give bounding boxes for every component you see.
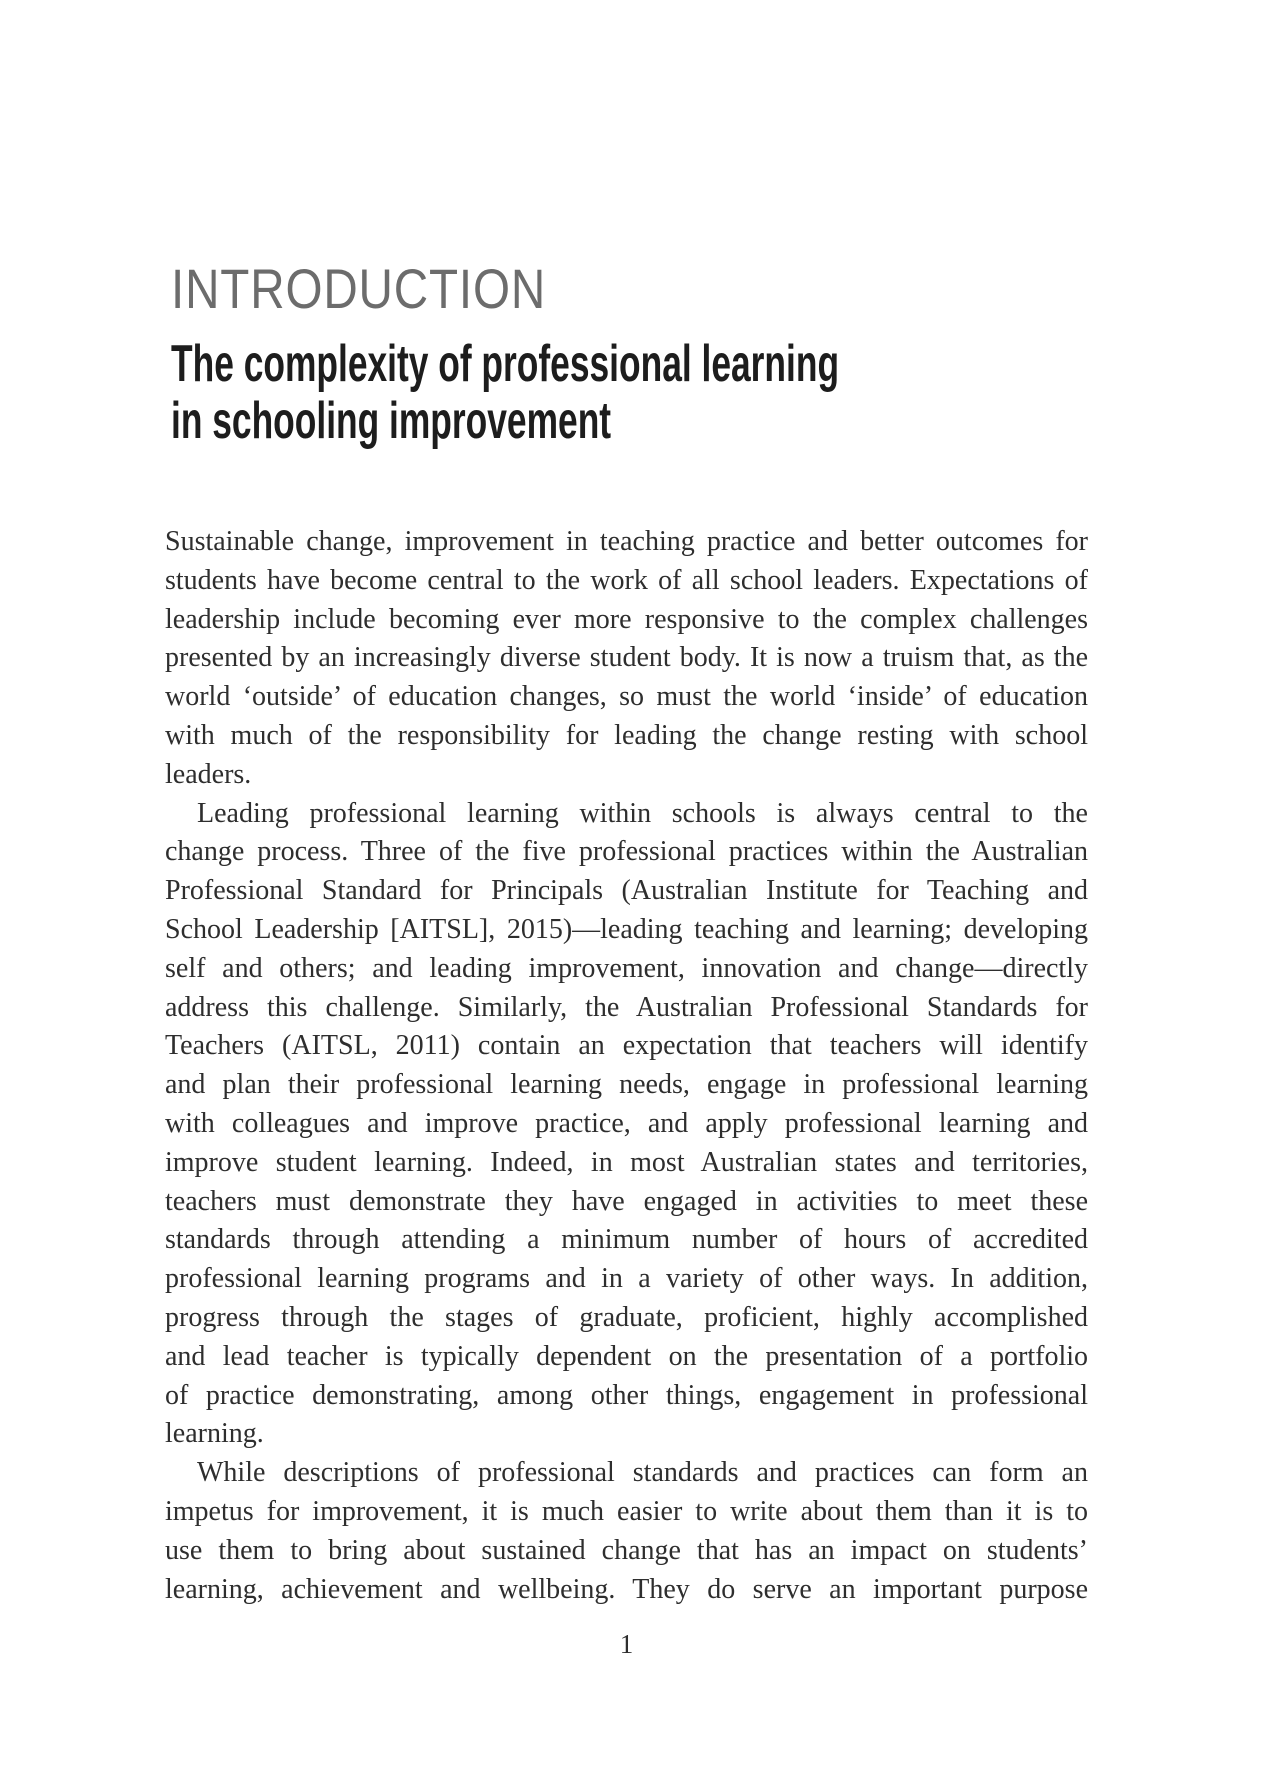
body-text — [165, 523, 1088, 1609]
text-line: world ‘outside’ of education changes, so must the world ‘inside’ of education — [165, 681, 1088, 713]
text-line: teachers must demonstrate they have engaged in activities to meet these — [165, 1185, 1088, 1217]
chapter-kicker: INTRODUCTION — [171, 257, 547, 320]
paragraph — [165, 1454, 1088, 1609]
text-line: presented by an increasingly diverse student body. It is now a truism that, as the — [165, 642, 1088, 674]
text-line: progress through the stages of graduate, proficient, highly accomplished — [165, 1301, 1088, 1333]
text-line: Leading professional learning within schools is always central to the — [197, 797, 1088, 829]
text-line: learning. — [165, 1418, 264, 1450]
text-line: standards through attending a minimum number of hours of accredited — [165, 1224, 1088, 1256]
text-line: While descriptions of professional standards and practices can form an — [197, 1457, 1088, 1489]
text-line: students have become central to the work of all school leaders. Expectations of — [165, 564, 1088, 596]
text-line: learning, achievement and wellbeing. They do serve an important purpose — [165, 1573, 1088, 1605]
title-line: The complexity of professional learning — [171, 335, 840, 393]
text-line: change process. Three of the five professional practices within the Australian — [165, 836, 1088, 868]
text-line: address this challenge. Similarly, the Australian Professional Standards for — [165, 991, 1088, 1023]
text-line: Professional Standard for Principals (Australian Institute for Teaching and — [165, 875, 1088, 907]
text-line: and plan their professional learning needs, engage in professional learning — [165, 1069, 1088, 1101]
text-line: professional learning programs and in a variety of other ways. In addition, — [165, 1263, 1088, 1295]
text-line: of practice demonstrating, among other things, engagement in professional — [165, 1379, 1088, 1411]
paragraph — [165, 523, 1088, 795]
chapter-title — [171, 335, 840, 450]
text-line: with much of the responsibility for leading the change resting with school — [165, 719, 1088, 751]
text-line: School Leadership [AITSL], 2015)—leading teaching and learning; developing — [165, 913, 1088, 945]
text-line: leaders. — [165, 758, 252, 790]
page-number: 1 — [619, 1629, 634, 1660]
text-line: improve student learning. Indeed, in most Australian states and territories, — [165, 1146, 1088, 1178]
text-line: leadership include becoming ever more responsive to the complex challenges — [165, 603, 1088, 635]
paragraph — [165, 795, 1088, 1455]
text-line: impetus for improvement, it is much easier to write about them than it is to — [165, 1495, 1088, 1527]
text-line: and lead teacher is typically dependent on the presentation of a portfolio — [165, 1340, 1088, 1372]
text-line: with colleagues and improve practice, and apply professional learning and — [165, 1107, 1088, 1139]
text-line: use them to bring about sustained change that has an impact on students’ — [165, 1534, 1088, 1566]
text-line: Teachers (AITSL, 2011) contain an expectation that teachers will identify — [165, 1030, 1088, 1062]
text-line: Sustainable change, improvement in teaching practice and better outcomes for — [165, 526, 1088, 557]
text-block — [165, 0, 1088, 1661]
title-line: in schooling improvement — [171, 392, 612, 450]
text-line: self and others; and leading improvement, innovation and change—directly — [165, 952, 1088, 984]
